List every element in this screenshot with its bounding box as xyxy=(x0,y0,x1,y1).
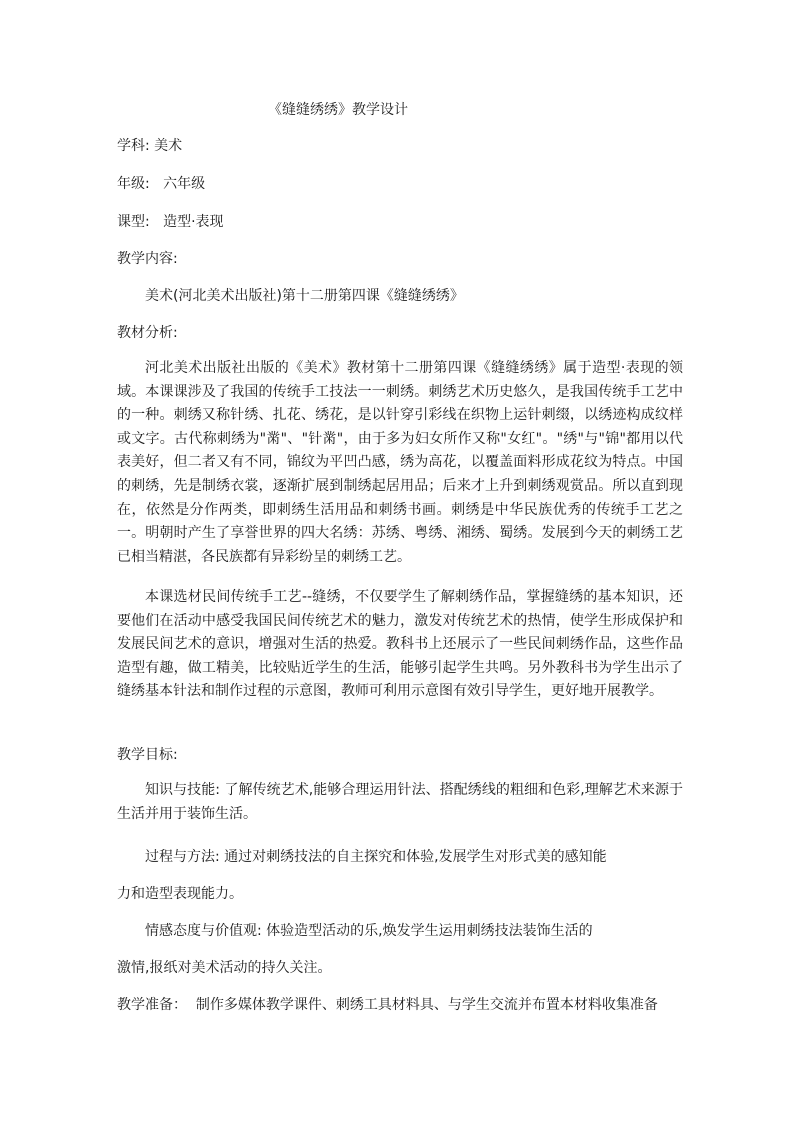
document-title: 《缝缝绣绣》教学设计 xyxy=(268,102,408,118)
goal-emotion-line-2: 激情,报纸对美术活动的持久关注。 xyxy=(117,960,332,976)
goal-emotion-line-1: 情感态度与价值观: 体验造型活动的乐,焕发学生运用刺绣技法装饰生活的 xyxy=(145,923,593,939)
goal-process-line-2: 力和造型表现能力。 xyxy=(117,886,243,902)
course-type-line: 课型: 造型·表现 xyxy=(117,214,224,230)
subject-line: 学科: 美术 xyxy=(117,138,183,154)
analysis-paragraph-2: 本课选材民间传统手工艺--缝绣，不仅要学生了解刺绣作品，掌握缝绣的基本知识，还要他们在活动中感受我国民间传统艺术的魅力，激发对传统艺术的热情，使学生形成保护和发展民间艺术的意识，增强对生活的热爱。教科书上还展示了一些民间刺绣作品，这些作品造型有趣，做工精美，比较贴近学生的生活，能够引起学生共鸣。另外教科书为学生出示了缝绣基本针法和制作过程的示意图，教师可利用示意图有效引导学生，更好地开展教学。 xyxy=(117,589,683,700)
analysis-paragraph-1: 河北美术出版社出版的《美术》教材第十二册第四课《缝缝绣绣》属于造型·表现的领域。本课课涉及了我国的传统手工技法一一刺绣。刺绣艺术历史悠久，是我国传统手工艺中的一种。刺绣又称针绣、扎花、绣花，是以针穿引彩线在织物上运针刺缀，以绣迹构成纹样或文字。古代称刺绣为"黹"、"针黹"，由于多为妇女所作又称"女红"。"绣"与"锦"都用以代表美好，但二者又有不同，锦纹为平凹凸感，绣为高花，以覆盖面料形成花纹为特点。中国的刺绣，先是制绣衣裳，逐渐扩展到制绣起居用品；后来才上升到刺绣观赏品。所以直到现在，依然是分作两类，即刺绣生活用品和刺绣书画。刺绣是中华民族优秀的传统手工艺之一。明朝时产生了享誉世界的四大名绣：苏绣、粤绣、湘绣、蜀绣。发展到今天的刺绣工艺已相当精湛，各民族都有异彩纷呈的刺绣工艺。 xyxy=(117,360,683,565)
grade-line: 年级: 六年级 xyxy=(117,176,206,192)
analysis-heading: 教材分析: xyxy=(117,325,178,341)
goals-heading: 教学目标: xyxy=(117,747,178,763)
goal-knowledge-skills: 知识与技能: 了解传统艺术,能够合理运用针法、搭配绣线的粗细和色彩,理解艺术来源于生活并用于装饰生活。 xyxy=(117,782,683,822)
content-heading: 教学内容: xyxy=(117,251,178,267)
content-text: 美术(河北美术出版社)第十二册第四课《缝缝绣绣》 xyxy=(145,288,464,304)
goal-process-line-1: 过程与方法: 通过对刺绣技法的自主探究和体验,发展学生对形式美的感知能 xyxy=(145,849,607,865)
preparation-line: 教学准备： 制作多媒体教学课件、刺绣工具材料具、与学生交流并布置本材料收集准备 xyxy=(117,997,658,1013)
